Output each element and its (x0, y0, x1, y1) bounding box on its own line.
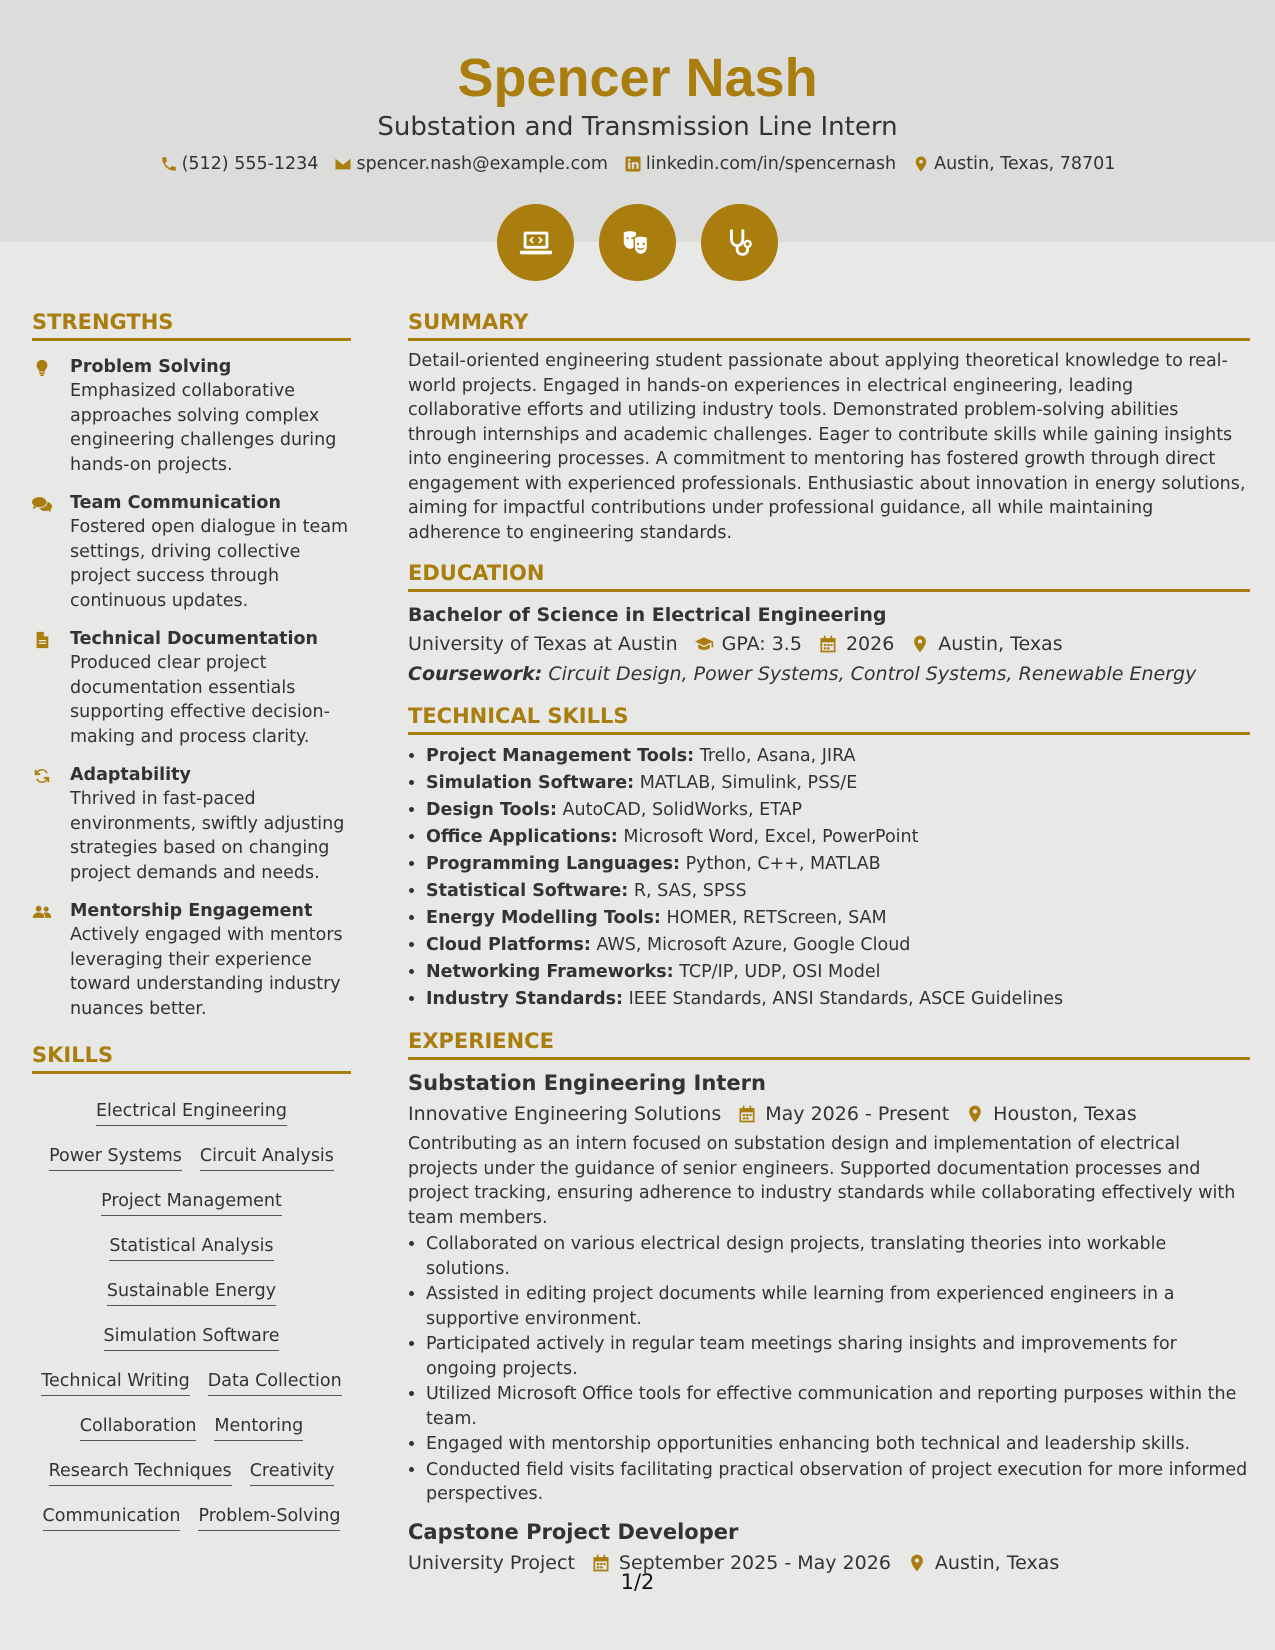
job-bullet: • Participated actively in regular team meetings sharing insights and improvements for ongoing projects. (426, 1332, 1250, 1381)
page-number: 1/2 (620, 1570, 655, 1594)
skill-tag: Data Collection (208, 1369, 342, 1396)
strength-item (32, 763, 351, 885)
strength-item (32, 355, 351, 477)
technical-skill-value: MATLAB, Simulink, PSS/E (639, 773, 858, 793)
job-description: Contributing as an intern focused on substation design and implementation of electrical projects under the guidance of senior engineers. Supported documentation processes and project tracking, ensuring adherence to industry standards while collaborating effectively with team members. (408, 1134, 1236, 1228)
theater-masks-badge (599, 204, 676, 281)
strength-item (32, 491, 351, 613)
strength-desc: Fostered open dialogue in team settings, driving collective project success through continuous updates. (70, 517, 349, 611)
skill-tag: Sustainable Energy (107, 1279, 276, 1306)
email-text: spencer.nash@example.com (356, 154, 608, 174)
right-column (408, 308, 1250, 1577)
coursework-label: Coursework: (408, 663, 543, 685)
graduation-cap-icon (694, 634, 714, 654)
skill-row (32, 1180, 351, 1225)
technical-skill-item (426, 797, 1250, 824)
technical-skill-value: AutoCAD, SolidWorks, ETAP (562, 800, 803, 820)
education-heading: EDUCATION (408, 559, 1250, 592)
strength-desc: Thrived in fast-paced environments, swiftly adjusting strategies based on changing project demands and needs. (70, 789, 345, 883)
technical-skill-label: Project Management Tools: (426, 746, 695, 766)
summary-text: Detail-oriented engineering student passionate about applying theoretical knowledge to real-world projects. Engaged in hands-on experiences in electrical engineering, leading collaborative efforts and utilizing industry tools. Demonstrated problem-solving abilities through internships and academic challenges. Eager to contribute skills while gaining insights into engineering processes. A commitment to mentoring has fostered growth through direct engagement with experienced professionals. Enthusiastic about innovation in energy solutions, aiming for impactful contributions under professional guidance, all while maintaining adherence to engineering standards. (408, 351, 1246, 543)
job-location: Austin, Texas (934, 1551, 1060, 1574)
job-dates: September 2025 - May 2026 (618, 1551, 891, 1574)
candidate-name: Spencer Nash (457, 48, 818, 108)
technical-skill-label: Office Applications: (426, 827, 618, 847)
theater-masks-icon (619, 224, 657, 262)
skill-tag: Electrical Engineering (96, 1099, 287, 1126)
skill-tag: Statistical Analysis (109, 1234, 273, 1261)
skill-tag: Power Systems (49, 1144, 182, 1171)
technical-skill-label: Programming Languages: (426, 854, 681, 874)
technical-skill-item (426, 770, 1250, 797)
skill-tag: Simulation Software (104, 1324, 280, 1351)
experience-heading: EXPERIENCE (408, 1027, 1250, 1060)
school-name: University of Texas at Austin (408, 633, 678, 655)
job-bullet: • Assisted in editing project documents while learning from experienced engineers in a supportive environment. (426, 1282, 1250, 1331)
strength-title: Adaptability (70, 765, 191, 785)
laptop-code-badge (497, 204, 574, 281)
phone-text: (512) 555-1234 (181, 154, 319, 174)
job-bullet: • Engaged with mentorship opportunities enhancing both technical and leadership skills. (426, 1432, 1250, 1457)
lightbulb-icon (32, 359, 52, 377)
company-name: University Project (408, 1551, 575, 1574)
skill-tag: Circuit Analysis (200, 1144, 334, 1171)
technical-skill-item (426, 959, 1250, 986)
skill-tag: Technical Writing (41, 1369, 189, 1396)
job-bullet: • Utilized Microsoft Office tools for effective communication and reporting purposes within the team. (426, 1382, 1250, 1431)
skill-row (32, 1225, 351, 1270)
contact-phone[interactable] (160, 152, 319, 176)
coursework-list: Circuit Design, Power Systems, Control Systems, Renewable Energy (548, 663, 1197, 685)
skill-row (32, 1090, 351, 1135)
location-text: Austin, Texas, 78701 (934, 154, 1116, 174)
comments-icon (32, 495, 52, 513)
strength-title: Mentorship Engagement (70, 901, 313, 921)
contact-bar (0, 152, 1275, 176)
technical-skill-value: IEEE Standards, ANSI Standards, ASCE Guidelines (628, 989, 1064, 1009)
job-bullet: • Conducted field visits facilitating practical observation of project execution for more informed perspectives. (426, 1458, 1250, 1507)
skills-list (32, 1090, 351, 1540)
file-icon (32, 631, 52, 649)
skill-tag: Project Management (101, 1189, 282, 1216)
skill-row (32, 1360, 351, 1405)
technical-skill-label: Statistical Software: (426, 881, 629, 901)
strength-item (32, 627, 351, 749)
map-marker-icon (965, 1104, 985, 1124)
laptop-code-icon (517, 224, 555, 262)
technical-skills-heading: TECHNICAL SKILLS (408, 702, 1250, 735)
left-column (32, 308, 351, 1540)
skill-tag: Creativity (250, 1459, 335, 1486)
technical-skill-value: HOMER, RETScreen, SAM (666, 908, 887, 928)
skill-row (32, 1495, 351, 1540)
strength-title: Technical Documentation (70, 629, 319, 649)
technical-skill-label: Energy Modelling Tools: (426, 908, 661, 928)
technical-skill-label: Simulation Software: (426, 773, 635, 793)
technical-skill-label: Cloud Platforms: (426, 935, 591, 955)
skill-tag: Research Techniques (49, 1459, 232, 1486)
technical-skill-value: Microsoft Word, Excel, PowerPoint (623, 827, 919, 847)
technical-skill-value: TCP/IP, UDP, OSI Model (679, 962, 881, 982)
technical-skill-item (426, 986, 1250, 1013)
strength-item (32, 899, 351, 1021)
contact-email[interactable] (334, 152, 607, 176)
technical-skill-item (426, 824, 1250, 851)
technical-skill-value: R, SAS, SPSS (633, 881, 747, 901)
graduation-year: 2026 (845, 633, 895, 655)
stethoscope-badge (701, 204, 778, 281)
users-icon (32, 903, 52, 921)
skill-tag: Mentoring (214, 1414, 303, 1441)
strength-desc: Produced clear project documentation essentials supporting effective decision-making and process clarity. (70, 653, 330, 747)
technical-skill-item (426, 743, 1250, 770)
contact-location (912, 152, 1115, 176)
technical-skills-list (408, 743, 1250, 1013)
technical-skill-item (426, 905, 1250, 932)
education-meta (408, 630, 1250, 658)
education-location: Austin, Texas (938, 633, 1063, 655)
job-bullet: • Collaborated on various electrical design projects, translating theories into workable solutions. (426, 1232, 1250, 1281)
technical-skill-item (426, 878, 1250, 905)
linkedin-text: linkedin.com/in/spencernash (645, 154, 897, 174)
strength-title: Problem Solving (70, 357, 232, 377)
technical-skill-value: Python, C++, MATLAB (685, 854, 881, 874)
sync-icon (32, 767, 52, 785)
map-marker-icon (912, 155, 930, 173)
technical-skill-value: AWS, Microsoft Azure, Google Cloud (596, 935, 911, 955)
calendar-icon (737, 1104, 757, 1124)
technical-skill-item (426, 851, 1250, 878)
envelope-icon (334, 155, 352, 173)
skill-tag: Problem-Solving (198, 1504, 340, 1531)
job-title: Substation Engineering Intern (408, 1071, 766, 1095)
gpa-text: GPA: 3.5 (721, 633, 802, 655)
skill-row (32, 1405, 351, 1450)
technical-skill-value: Trello, Asana, JIRA (699, 746, 856, 766)
skill-row (32, 1315, 351, 1360)
skill-row (32, 1450, 351, 1495)
job-title-heading: Substation and Transmission Line Intern (377, 112, 898, 142)
interest-badges (0, 204, 1275, 281)
skill-tag: Communication (43, 1504, 181, 1531)
skill-tag: Collaboration (80, 1414, 197, 1441)
strength-desc: Emphasized collaborative approaches solving complex engineering challenges during hands-on projects. (70, 381, 337, 475)
strength-title: Team Communication (70, 493, 281, 513)
strengths-heading: STRENGTHS (32, 308, 351, 341)
job-bullets (408, 1232, 1250, 1507)
technical-skill-label: Industry Standards: (426, 989, 624, 1009)
skill-row (32, 1135, 351, 1180)
technical-skill-label: Design Tools: (426, 800, 557, 820)
skills-heading: SKILLS (32, 1041, 351, 1074)
map-marker-icon (910, 634, 930, 654)
strength-desc: Actively engaged with mentors leveraging their experience toward understanding industry nuances better. (70, 925, 343, 1019)
summary-heading: SUMMARY (408, 308, 1250, 341)
contact-linkedin[interactable] (624, 152, 896, 176)
degree-title: Bachelor of Science in Electrical Engineering (408, 604, 887, 626)
stethoscope-icon (721, 224, 759, 262)
coursework (408, 660, 1250, 688)
phone-icon (160, 155, 178, 173)
job-meta (408, 1100, 1250, 1128)
skill-row (32, 1270, 351, 1315)
linkedin-icon (624, 155, 642, 173)
job-location: Houston, Texas (993, 1103, 1137, 1125)
job-title: Capstone Project Developer (408, 1519, 739, 1544)
job-dates: May 2026 - Present (765, 1103, 950, 1125)
technical-skill-item (426, 932, 1250, 959)
technical-skill-label: Networking Frameworks: (426, 962, 674, 982)
calendar-icon (818, 634, 838, 654)
company-name: Innovative Engineering Solutions (408, 1103, 722, 1125)
